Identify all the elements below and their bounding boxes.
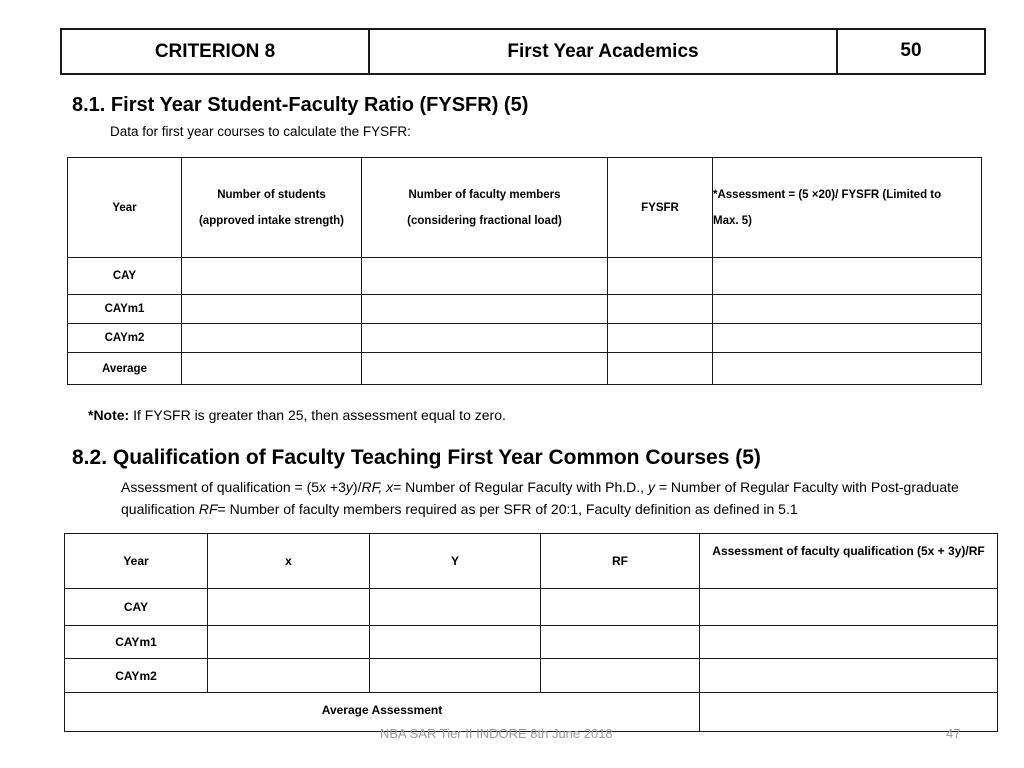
table-cell	[700, 659, 998, 693]
desc-var-rf: RF	[198, 501, 218, 517]
table-cell	[608, 324, 713, 353]
col-assessment-line1: *Assessment = (5 ×20)/ FYSFR (Limited to	[713, 188, 942, 201]
section-8-1-subtitle: Data for first year courses to calculate the FYSFR:	[110, 124, 411, 139]
col-year: Year	[65, 534, 208, 589]
desc-text: +3	[326, 479, 346, 495]
row-label-caym1: CAYm1	[65, 626, 208, 659]
footer-text: NBA SAR Tier II INDORE 8th June 2018	[380, 726, 613, 741]
table-cell	[713, 324, 982, 353]
criterion-label: CRITERION 8	[61, 29, 369, 74]
note-text: If FYSFR is greater than 25, then assessment equal to zero.	[129, 407, 506, 423]
desc-text: = Number of faculty members required as per SFR of 20:1, Faculty definition as defined in 5.1	[217, 501, 798, 517]
desc-text: Assessment of qualification = (5	[121, 479, 320, 495]
criterion-score: 50	[837, 29, 985, 74]
table-row	[65, 659, 998, 693]
page-number: 47	[946, 726, 961, 741]
section-8-1-title: 8.1. First Year Student-Faculty Ratio (FYSFR) (5)	[72, 94, 529, 116]
table-cell	[182, 258, 362, 295]
table-cell	[370, 659, 541, 693]
table-row	[65, 626, 998, 659]
col-students-line2: (approved intake strength)	[198, 214, 345, 227]
col-y: Y	[370, 534, 541, 589]
col-rf: RF	[541, 534, 700, 589]
col-faculty-line2: (considering fractional load)	[407, 214, 562, 227]
table-cell	[370, 626, 541, 659]
col-x: x	[208, 534, 370, 589]
table-cell	[182, 353, 362, 385]
row-label-average: Average	[68, 353, 182, 385]
table-cell	[700, 626, 998, 659]
table-cell	[362, 324, 608, 353]
table-cell	[608, 258, 713, 295]
col-faculty-line1: Number of faculty members	[408, 188, 561, 201]
col-year: Year	[68, 158, 182, 258]
desc-var-y: y	[647, 479, 655, 495]
fysfr-table	[67, 157, 982, 385]
table-cell	[541, 589, 700, 626]
desc-var-x: x	[319, 479, 327, 495]
criterion-title: First Year Academics	[369, 29, 837, 74]
fysfr-note	[88, 407, 506, 423]
section-8-2-description	[121, 476, 991, 520]
table-row	[68, 258, 982, 295]
table-cell	[541, 659, 700, 693]
section-8-2-title: 8.2. Qualification of Faculty Teaching First Year Common Courses (5)	[72, 446, 761, 469]
table-row	[68, 353, 982, 385]
faculty-qualification-table	[64, 533, 998, 732]
table-cell	[541, 626, 700, 659]
col-number-of-students	[182, 158, 362, 258]
col-fysfr: FYSFR	[608, 158, 713, 258]
table-cell	[208, 659, 370, 693]
desc-var-y: y	[345, 479, 353, 495]
table-cell	[713, 295, 982, 324]
average-assessment-label: Average Assessment	[65, 693, 700, 732]
table-cell	[208, 589, 370, 626]
row-label-caym2: CAYm2	[65, 659, 208, 693]
criterion-header	[60, 28, 986, 75]
table-cell	[713, 353, 982, 385]
table-cell	[182, 295, 362, 324]
qual-header-row	[65, 534, 998, 589]
table-cell	[182, 324, 362, 353]
row-label-cay: CAY	[68, 258, 182, 295]
row-label-cay: CAY	[65, 589, 208, 626]
table-cell	[370, 589, 541, 626]
table-cell	[362, 258, 608, 295]
table-cell	[608, 295, 713, 324]
col-assessment	[713, 158, 982, 258]
table-cell	[362, 295, 608, 324]
note-label: *Note:	[88, 407, 130, 423]
table-cell	[208, 626, 370, 659]
table-row	[68, 295, 982, 324]
row-label-caym2: CAYm2	[68, 324, 182, 353]
desc-var-rf: RF, x	[361, 479, 394, 495]
col-students-line1: Number of students	[217, 188, 326, 201]
table-cell	[362, 353, 608, 385]
table-row	[65, 589, 998, 626]
table-row	[68, 324, 982, 353]
desc-text: )/	[352, 479, 362, 495]
desc-text: = Number of Regular Faculty with Ph.D.,	[393, 479, 648, 495]
table-cell	[700, 589, 998, 626]
col-assessment-line2: Max. 5)	[713, 214, 752, 227]
desc-text: = Number of Regular Faculty with Post-graduate qualification	[121, 479, 959, 517]
col-number-of-faculty	[362, 158, 608, 258]
row-label-caym1: CAYm1	[68, 295, 182, 324]
table-cell	[713, 258, 982, 295]
fysfr-header-row	[68, 158, 982, 258]
col-assessment-qualification: Assessment of faculty qualification (5x + 3y)/RF	[700, 534, 998, 589]
table-cell	[608, 353, 713, 385]
